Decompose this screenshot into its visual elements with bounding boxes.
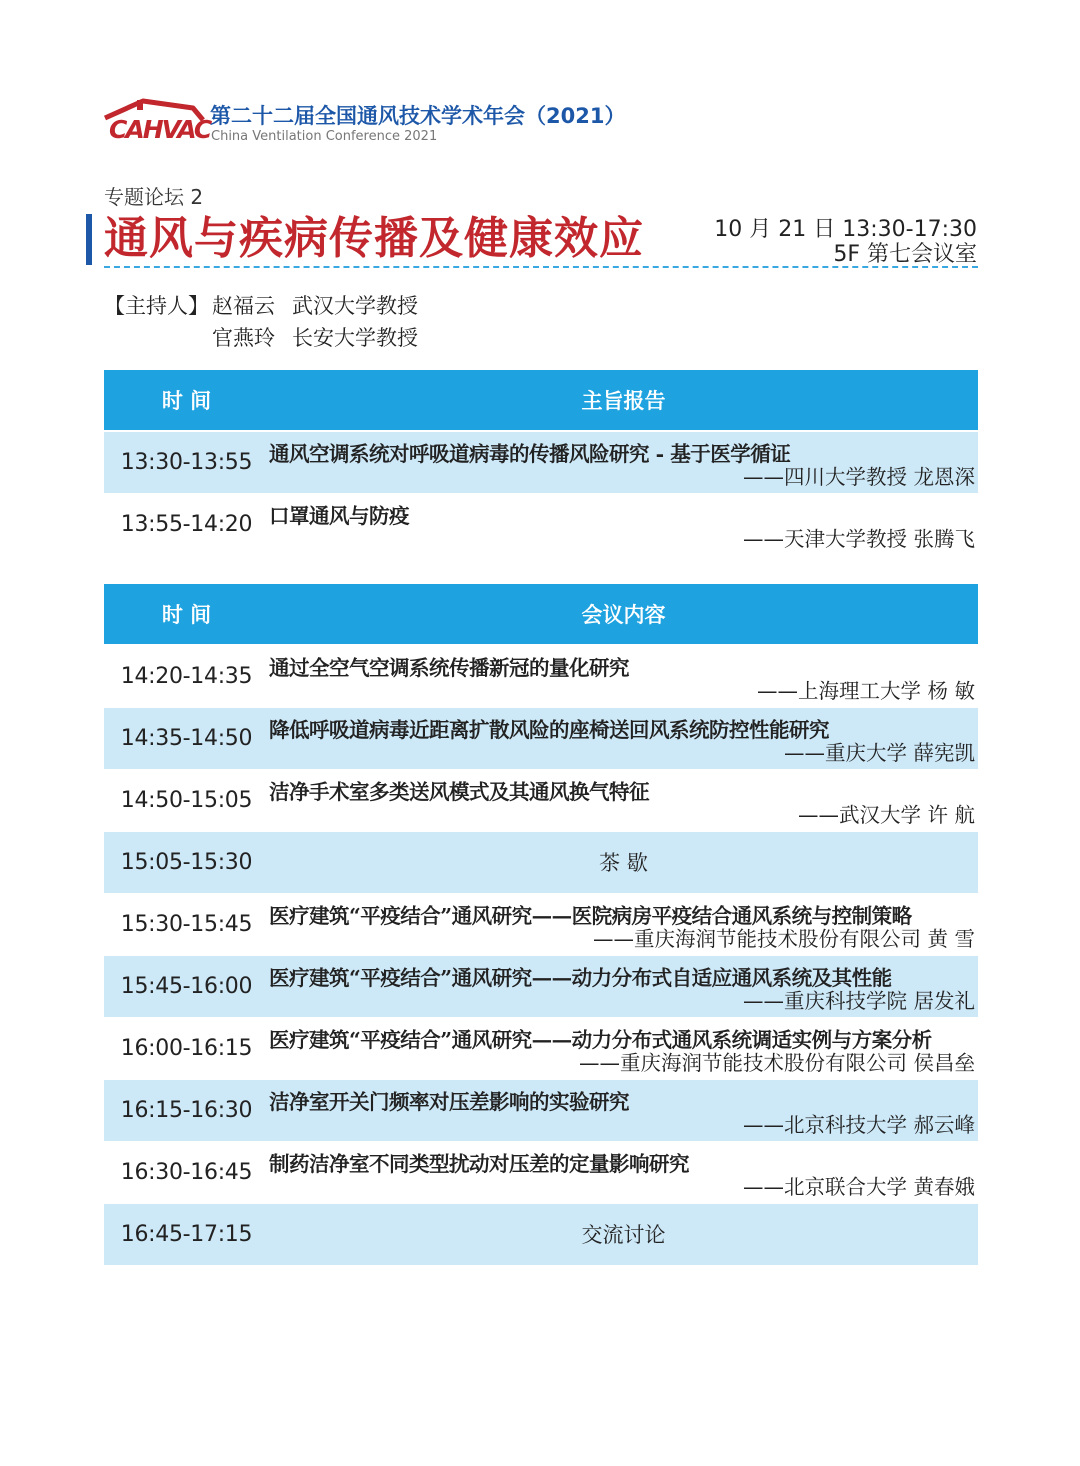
table-row: [104, 431, 978, 493]
speaker-text: ——重庆海润节能技术股份有限公司 侯昌垒: [578, 1050, 975, 1075]
keynote-table: [104, 370, 978, 556]
time-cell: 15:45-16:00: [104, 955, 269, 1017]
header-time: 时 间: [104, 370, 269, 431]
time-cell: 13:55-14:20: [104, 493, 269, 555]
header-time: 时 间: [104, 584, 269, 645]
host-name: 官燕玲: [212, 326, 275, 350]
speaker-text: ——北京科技大学 郝云峰: [742, 1112, 975, 1137]
header-content: 会议内容: [269, 584, 978, 645]
table-row: [104, 1141, 978, 1203]
discussion-text: 交流讨论: [269, 1203, 978, 1265]
topic-text: 医疗建筑“平疫结合”通风研究——动力分布式自适应通风系统及其性能: [269, 965, 892, 990]
forum-room: 5F 第七会议室: [833, 242, 977, 267]
table-row: [104, 1017, 978, 1079]
host-row: [104, 324, 418, 356]
time-cell: 15:05-15:30: [104, 831, 269, 893]
speaker-text: ——四川大学教授 龙恩深: [742, 464, 975, 489]
speaker-text: ——重庆科技学院 居发礼: [742, 988, 975, 1013]
time-cell: 16:15-16:30: [104, 1079, 269, 1141]
dashed-divider: [104, 266, 978, 268]
host-name: 赵福云: [212, 294, 275, 318]
forum-date-time: 10 月 21 日 13:30-17:30: [714, 217, 977, 242]
conference-header: [103, 98, 703, 146]
speaker-text: ——重庆大学 薛宪凯: [783, 740, 975, 765]
table-row: [104, 893, 978, 955]
cahvac-logo: [103, 98, 211, 146]
table-row-discussion: [104, 1203, 978, 1265]
time-cell: 16:30-16:45: [104, 1141, 269, 1203]
time-cell: 15:30-15:45: [104, 893, 269, 955]
table-row: [104, 1079, 978, 1141]
speaker-text: ——武汉大学 许 航: [797, 802, 975, 827]
speaker-text: ——上海理工大学 杨 敏: [756, 678, 975, 703]
hosts-block: [104, 292, 418, 356]
table-header: [104, 584, 978, 645]
time-cell: 14:50-15:05: [104, 769, 269, 831]
host-row: [104, 292, 418, 324]
topic-text: 医疗建筑“平疫结合”通风研究——医院病房平疫结合通风系统与控制策略: [269, 903, 912, 928]
table-row: [104, 707, 978, 769]
time-cell: 14:35-14:50: [104, 707, 269, 769]
forum-label: 专题论坛 2: [104, 185, 204, 209]
topic-text: 医疗建筑“平疫结合”通风研究——动力分布式通风系统调适实例与方案分析: [269, 1027, 932, 1052]
topic-text: 洁净室开关门频率对压差影响的实验研究: [269, 1089, 629, 1114]
topic-text: 通过全空气空调系统传播新冠的量化研究: [269, 656, 629, 680]
host-title: 武汉大学教授: [292, 294, 418, 318]
conference-subtitle: China Ventilation Conference 2021: [211, 129, 438, 144]
table-row: [104, 493, 978, 555]
time-cell: 16:45-17:15: [104, 1203, 269, 1265]
logo-text: CAHVAC: [109, 115, 211, 144]
table-row: [104, 645, 978, 707]
break-text: 茶 歇: [269, 831, 978, 893]
hosts-label: 【主持人】: [104, 294, 209, 318]
host-title: 长安大学教授: [292, 326, 418, 350]
sessions-table: [104, 584, 978, 1266]
time-cell: 13:30-13:55: [104, 431, 269, 493]
topic-text: 口罩通风与防疫: [269, 503, 409, 528]
speaker-text: ——重庆海润节能技术股份有限公司 黄 雪: [592, 926, 975, 951]
header-content: 主旨报告: [269, 370, 978, 431]
speaker-text: ——北京联合大学 黄春娥: [742, 1174, 975, 1199]
topic-text: 通风空调系统对呼吸道病毒的传播风险研究 - 基于医学循证: [269, 442, 791, 466]
speaker-text: ——天津大学教授 张腾飞: [742, 526, 975, 551]
table-header: [104, 370, 978, 431]
table-row-break: [104, 831, 978, 893]
topic-text: 降低呼吸道病毒近距离扩散风险的座椅送回风系统防控性能研究: [269, 717, 829, 742]
conference-title: 第二十二届全国通风技术学术年会（2021）: [210, 104, 626, 128]
time-cell: 16:00-16:15: [104, 1017, 269, 1079]
time-cell: 14:20-14:35: [104, 645, 269, 707]
table-row: [104, 769, 978, 831]
forum-title: 通风与疾病传播及健康效应: [104, 213, 644, 264]
topic-text: 洁净手术室多类送风模式及其通风换气特征: [269, 779, 649, 804]
topic-text: 制药洁净室不同类型扰动对压差的定量影响研究: [269, 1151, 689, 1176]
title-accent-bar: [86, 214, 92, 265]
table-row: [104, 955, 978, 1017]
